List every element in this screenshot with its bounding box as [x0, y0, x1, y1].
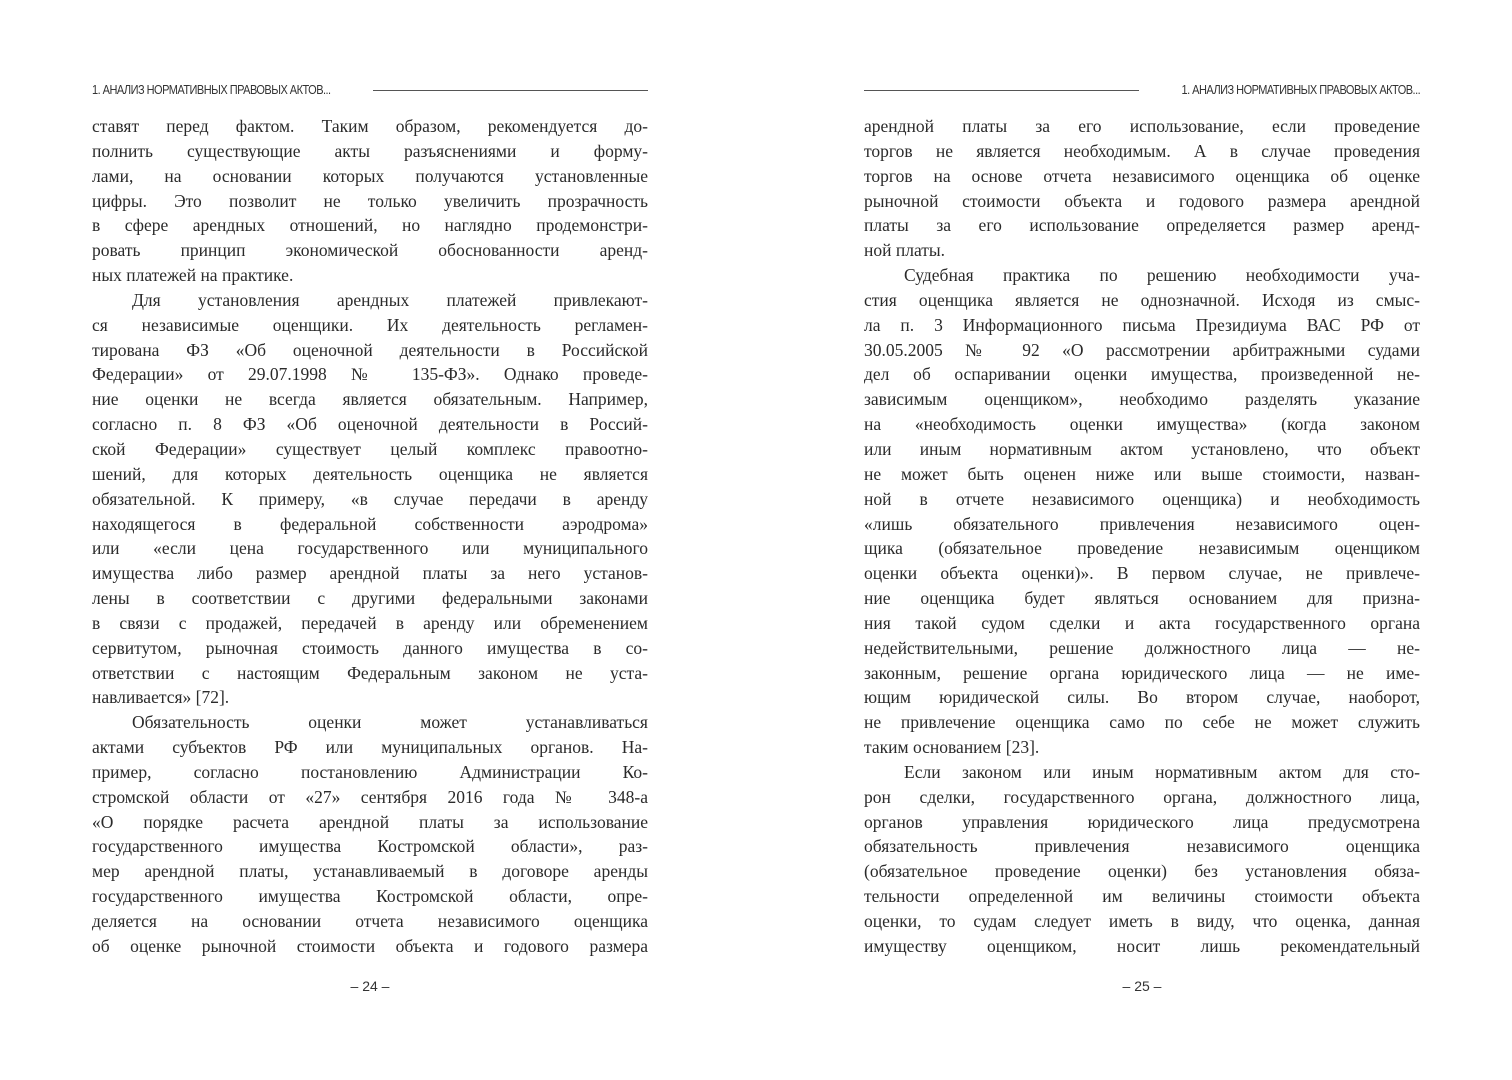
- text-line: тельности определенной им величины стоимости объекта: [864, 886, 1420, 907]
- text-line: законным, решение органа юридического лица — не име-: [864, 662, 1420, 683]
- text-line: в связи с продажей, передачей в аренду или обременением: [92, 612, 648, 633]
- text-line: об оценке рыночной стоимости объекта и годового размера: [92, 935, 648, 956]
- text-line: в сфере арендных отношений, но наглядно продемонстри-: [92, 215, 648, 236]
- text-line: ния такой судом сделки и акта государственного органа: [864, 612, 1420, 633]
- text-line: тирована ФЗ «Об оценочной деятельности в Российской: [92, 339, 648, 360]
- running-header: [864, 82, 1420, 98]
- running-header-text: 1. АНАЛИЗ НОРМАТИВНЫХ ПРАВОВЫХ АКТОВ...: [1181, 83, 1420, 97]
- text-line: Для установления арендных платежей привлекают-: [132, 289, 648, 310]
- text-line: имущества либо размер арендной платы за него установ-: [92, 563, 648, 584]
- text-line: ской Федерации» существует целый комплекс правоотно-: [92, 438, 648, 459]
- text-line: ся независимые оценщики. Их деятельность регламен-: [92, 314, 648, 335]
- left-page: [92, 0, 648, 1080]
- text-line: платы за его использование определяется размер аренд-: [864, 215, 1420, 236]
- text-line: на «необходимость оценки имущества» (когда законом: [864, 414, 1420, 435]
- text-line: государственного имущества Костромской области», раз-: [92, 836, 648, 857]
- text-line: ответствии с настоящим Федеральным законом не уста-: [92, 662, 648, 683]
- text-line: ние оценки не всегда является обязательным. Например,: [92, 389, 648, 410]
- text-line: арендной платы за его использование, если проведение: [864, 116, 1420, 136]
- text-line: ровать принцип экономической обоснованности аренд-: [92, 240, 648, 261]
- text-line: ной в отчете независимого оценщика) и необходимость: [864, 488, 1420, 509]
- right-page: [864, 0, 1420, 1080]
- page-body: [92, 114, 648, 959]
- text-line: Судебная практика по решению необходимости уча-: [904, 265, 1420, 286]
- page-number: – 25 –: [1122, 978, 1162, 994]
- text-line: Обязательность оценки может устанавливаться: [132, 712, 648, 733]
- text-line: мер арендной платы, устанавливаемый в договоре аренды: [92, 861, 648, 882]
- text-line: дел об оспаривании оценки имущества, произведенной не-: [864, 364, 1420, 385]
- text-line: ной платы.: [864, 240, 946, 261]
- text-line: «О порядке расчета арендной платы за использование: [92, 811, 648, 832]
- page-number: – 24 –: [350, 978, 390, 994]
- text-line: зависимым оценщиком», необходимо разделять указание: [864, 389, 1420, 410]
- text-line: сервитутом, рыночная стоимость данного имущества в со-: [92, 637, 648, 658]
- text-line: недействительными, решение должностного лица — не-: [864, 637, 1420, 658]
- text-line: торгов не является необходимым. А в случае проведения: [864, 140, 1420, 161]
- text-line: торгов на основе отчета независимого оценщика об оценке: [864, 165, 1420, 186]
- header-rule: [864, 90, 1139, 91]
- text-line: находящегося в федеральной собственности аэродрома»: [92, 513, 648, 534]
- text-line: имуществу оценщиком, носит лишь рекомендательный: [864, 935, 1420, 956]
- text-line: ла п. 3 Информационного письма Президиума ВАС РФ от: [864, 314, 1420, 335]
- running-header-text: 1. АНАЛИЗ НОРМАТИВНЫХ ПРАВОВЫХ АКТОВ...: [92, 83, 331, 97]
- text-line: ных платежей на практике.: [92, 265, 294, 286]
- text-line: или «если цена государственного или муниципального: [92, 538, 648, 559]
- text-line: лены в соответствии с другими федеральными законами: [92, 588, 648, 609]
- text-line: Если законом или иным нормативным актом для сто-: [904, 761, 1420, 782]
- running-header: [92, 82, 648, 98]
- text-line: Федерации» от 29.07.1998 № 135-ФЗ». Однако проведе-: [92, 364, 648, 385]
- text-line: ющим юридической силы. Во втором случае, наоборот,: [864, 687, 1420, 708]
- text-line: органов управления юридического лица предусмотрена: [864, 811, 1420, 832]
- text-line: государственного имущества Костромской области, опре-: [92, 886, 648, 907]
- text-line: не может быть оценен ниже или выше стоимости, назван-: [864, 463, 1420, 484]
- text-line: ние оценщика будет являться основанием для призна-: [864, 588, 1420, 609]
- text-line: шений, для которых деятельность оценщика не является: [92, 463, 648, 484]
- text-line: цифры. Это позволит не только увеличить прозрачность: [92, 190, 648, 211]
- text-line: согласно п. 8 ФЗ «Об оценочной деятельности в Россий-: [92, 414, 648, 435]
- page-body: [864, 114, 1420, 959]
- text-line: актами субъектов РФ или муниципальных органов. На-: [92, 737, 648, 758]
- text-line: навливается» [72].: [92, 687, 230, 708]
- text-line: таким основанием [23].: [864, 737, 1040, 758]
- header-rule: [373, 90, 648, 91]
- text-line: стия оценщика является не однозначной. Исходя из смыс-: [864, 289, 1420, 310]
- text-line: обязательной. К примеру, «в случае передачи в аренду: [92, 488, 648, 509]
- text-line: пример, согласно постановлению Администрации Ко-: [92, 761, 648, 782]
- text-line: оценки, то судам следует иметь в виду, что оценка, данная: [864, 911, 1420, 931]
- text-line: рон сделки, государственного органа, должностного лица,: [864, 786, 1420, 807]
- text-line: 30.05.2005 № 92 «О рассмотрении арбитражными судами: [864, 339, 1420, 360]
- text-line: лами, на основании которых получаются установленные: [92, 165, 648, 186]
- text-line: (обязательное проведение оценки) без установления обяза-: [864, 861, 1420, 882]
- text-line: оценки объекта оценки)». В первом случае, не привлече-: [864, 563, 1420, 584]
- text-line: обязательность привлечения независимого оценщика: [864, 836, 1420, 857]
- text-line: не привлечение оценщика само по себе не может служить: [864, 712, 1420, 733]
- text-line: полнить существующие акты разъяснениями и форму-: [92, 140, 648, 161]
- text-line: или иным нормативным актом установлено, что объект: [864, 438, 1420, 459]
- text-line: щика (обязательное проведение независимым оценщиком: [864, 538, 1420, 559]
- text-line: рыночной стоимости объекта и годового размера арендной: [864, 190, 1420, 211]
- text-line: деляется на основании отчета независимого оценщика: [92, 911, 648, 931]
- text-line: «лишь обязательного привлечения независимого оцен-: [864, 513, 1420, 534]
- text-line: ставят перед фактом. Таким образом, рекомендуется до-: [92, 116, 648, 136]
- text-line: стромской области от «27» сентября 2016 года № 348-а: [92, 786, 648, 807]
